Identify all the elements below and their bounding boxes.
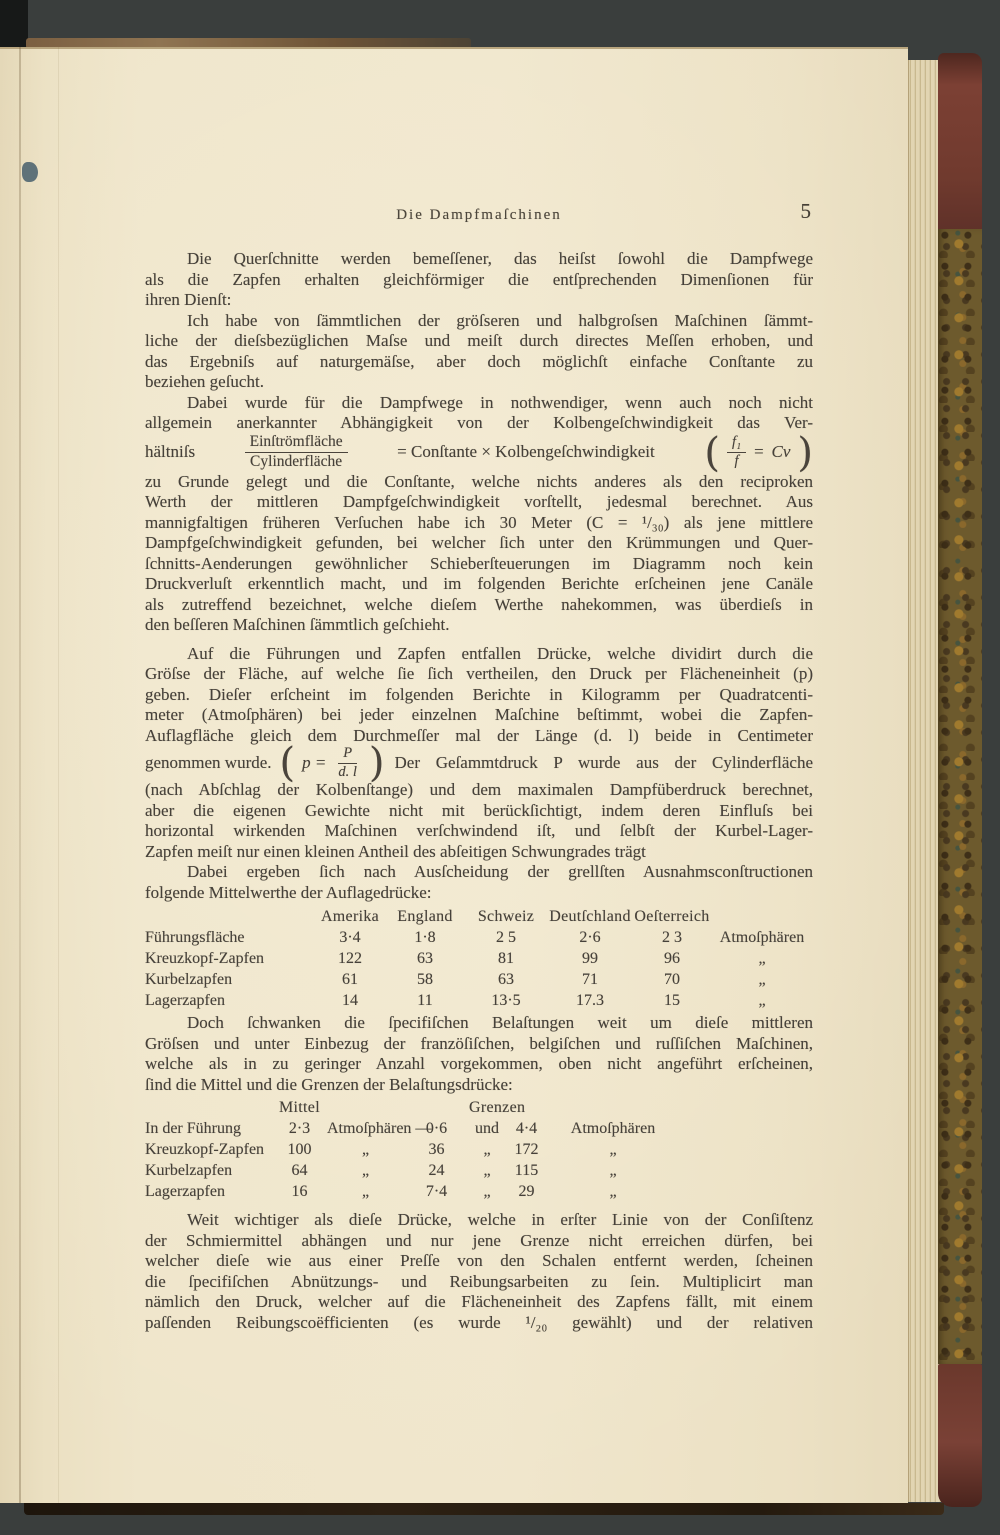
text-line: als zutreffend bezeichnet, welche dieſem Werthe nahekommen, was überdieſs in	[145, 594, 813, 614]
table-row	[145, 1139, 813, 1160]
table-cell: „	[361, 1183, 370, 1200]
table-cell: Führungsfläche	[145, 929, 245, 946]
table-header-cell	[145, 906, 315, 927]
table-cell: Atmoſphären	[719, 929, 805, 946]
table-cell: Kreuzkopf-Zapfen	[145, 1141, 265, 1158]
table-header-cell	[505, 1097, 548, 1118]
table-cell: 11	[417, 992, 433, 1009]
text-line: paſſenden Reibungscoëfficienten (es wurde ¹/₂₀ gewählt) und der relativen	[145, 1312, 813, 1332]
formula-lead-text: genommen wurde.	[145, 752, 272, 772]
book-bottom-edge	[24, 1503, 944, 1515]
formula-specific-pressure	[145, 740, 813, 786]
text-line: Dabei ergeben ſich nach Ausſcheidung der grellſten Ausnahmsconſtructionen	[187, 862, 813, 881]
table-cell: 13·5	[491, 992, 521, 1009]
table-cell: „	[483, 1183, 491, 1200]
table-row	[145, 948, 813, 969]
text-line: Dabei wurde für die Dampfwege in nothwendiger, wenn auch noch nicht	[187, 392, 813, 412]
table-cell: 115	[514, 1162, 539, 1179]
formula-cv: Cv	[771, 442, 791, 462]
table-header-cell: Deutſchland	[549, 908, 631, 925]
table-cell: 2 3	[662, 929, 682, 946]
text-line: meter (Atmoſphären) bei jeder einzelnen Maſchine beſtimmt, wobei die Zapfen-	[145, 705, 813, 724]
table-cell: 70	[664, 971, 680, 988]
paragraph-journal-pressure-start	[145, 644, 813, 747]
text-line: ſchnitts-Aenderungen gewöhnlicher Schieberſteuerungen im Diagramm noch kein	[145, 553, 813, 573]
table-row	[145, 969, 813, 990]
text-line: Werth der mittleren Dampfgeſchwindigkeit vorſtellt, jedesmal berechnet. Aus	[145, 492, 813, 511]
table-cell: 63	[498, 971, 514, 988]
text-line: (nach Abſchlag der Kolbenſtange) und dem maximalen Dampfüberdruck berechnet,	[145, 780, 813, 799]
formula-middle-text: = Conſtante × Kolbengeſchwindigkeit	[397, 442, 655, 462]
gutter-shadow	[19, 47, 21, 1503]
table-cell: 2·6	[579, 929, 601, 946]
table-cell: 14	[342, 992, 358, 1009]
paragraph-wear-and-friction	[145, 1210, 813, 1333]
text-line: Doch ſchwanken die ſpecifiſchen Belaſtungen weit um dieſe mittleren	[187, 1013, 813, 1032]
text-line: Auflagfläche gleich dem Durchmeſſer mal der Länge (d. l) beide in Centimeter	[145, 725, 813, 745]
table-cell: Lagerzapfen	[145, 1183, 225, 1200]
table-average-bearing-pressures	[145, 906, 813, 1011]
table-cell: 81	[498, 950, 514, 967]
paragraph-load-variation	[145, 1013, 813, 1095]
table-cell: 2 5	[496, 929, 516, 946]
text-line: liche der dieſsbezüglichen Maſse und meiſt durch directes Meſſen erhoben, und	[145, 331, 813, 350]
text-line: Weit wichtiger als dieſe Drücke, welche in erſter Linie von der Conſiſtenz	[187, 1210, 813, 1229]
text-line: ſind die Mittel und die Grenzen der Belaſtungsdrücke:	[145, 1074, 513, 1094]
text-line: Die Querſchnitte werden bemeſſener, das heiſst ſowohl die Dampfwege	[187, 249, 813, 268]
table-header-row	[145, 906, 813, 927]
page-header-row	[145, 199, 813, 227]
table-header-cell	[145, 1097, 272, 1118]
fraction-P-over-dl: $\frac{P}{d. l}$	[338, 744, 357, 780]
table-cell: „	[609, 1141, 617, 1158]
table-cell: 15	[664, 992, 680, 1009]
table-cell: 24	[428, 1162, 445, 1179]
table-cell: In der Führung	[145, 1120, 241, 1137]
open-paren: (	[704, 429, 720, 476]
table-cell: „	[758, 950, 766, 967]
table-cell: 96	[664, 950, 680, 967]
table-cell: Lagerzapfen	[145, 992, 225, 1009]
table-cell: 7·4	[425, 1183, 448, 1200]
table-cell: 100	[287, 1141, 312, 1158]
table-cell: „	[609, 1162, 617, 1179]
table-cell: 36	[428, 1141, 445, 1158]
paragraph-steam-paths-start	[145, 393, 813, 434]
text-line: mannigfaltigen früheren Verſuchen habe ich 30 Meter (C = ¹/₃₀) als jene mittlere	[145, 512, 813, 532]
table-cell: 16	[291, 1183, 308, 1200]
text-line: ihren Dienſt:	[145, 290, 232, 309]
table-cell: Kurbelzapfen	[145, 1162, 233, 1179]
table-cell: 0·6	[425, 1120, 448, 1137]
table-cell: 64	[291, 1162, 308, 1179]
table-cell: „	[361, 1141, 370, 1158]
text-line: Dampfgeſchwindigkeit gefunden, bei welcher ſich unter den Krümmungen und Quer-	[145, 533, 813, 552]
table-header-cell	[548, 1097, 678, 1118]
table-header-cell: Amerika	[320, 908, 380, 925]
table-cell: und	[475, 1120, 499, 1137]
table-cell: 2·3	[288, 1120, 311, 1137]
text-line: Gröſse der Fläche, auf welche ſie ſich vertheilen, den Druck per Flächeneinheit (p)	[145, 664, 813, 683]
table-row	[145, 1118, 813, 1139]
table-cell: „	[609, 1183, 617, 1200]
table-row	[145, 927, 813, 948]
text-line: Gröſsen und unter Einbezug der franzöſiſchen, belgiſchen und ruſſiſchen Maſchinen,	[145, 1033, 813, 1053]
table-header-cell	[711, 906, 813, 927]
table-cell: „	[758, 971, 766, 988]
table-row	[145, 1160, 813, 1181]
table-cell: „	[483, 1141, 491, 1158]
cover-corner-leather-top	[938, 53, 982, 231]
table-load-means-and-limits	[145, 1097, 813, 1202]
paragraph-cross-sections	[145, 249, 813, 311]
table-row	[145, 1181, 813, 1202]
formula-paren-group	[279, 740, 385, 786]
table-header-cell	[404, 1097, 469, 1118]
table-cell: „	[361, 1162, 370, 1179]
cover-edge-marbled	[938, 229, 982, 1364]
text-line: den beſſeren Maſchinen ſämmtlich geſchieht.	[145, 615, 450, 634]
text-line: welcher dieſe wie aus einer Preſſe von den Schalen entfernt werden, ſcheinen	[145, 1251, 813, 1270]
book-page	[0, 47, 908, 1503]
table-header-cell: Schweiz	[477, 908, 535, 925]
table-cell: 29	[518, 1183, 535, 1200]
table-cell: 63	[417, 950, 433, 967]
paragraph-steam-paths-end	[145, 472, 813, 636]
table-cell: Kreuzkopf-Zapfen	[145, 950, 265, 967]
table-cell: 172	[514, 1141, 539, 1158]
table-cell: 122	[338, 950, 362, 967]
page-content	[145, 199, 813, 1333]
table-header-cell: Grenzen	[469, 1099, 526, 1116]
formula-paren-group	[704, 429, 813, 476]
table-header-cell	[327, 1097, 404, 1118]
text-line: geben. Dieſer erſcheint im folgenden Berichte in Kilogramm per Quadratcenti-	[145, 684, 813, 704]
cover-corner-leather-bottom	[938, 1364, 982, 1507]
text-line: nämlich den Druck, welcher auf die Flächeneinheit des Zapfens fällt, mit einem	[145, 1292, 813, 1311]
table-cell: Kurbelzapfen	[145, 971, 233, 988]
page-fold-crease	[58, 47, 59, 1503]
text-line: allgemein anerkannter Abhängigkeit von der Kolbengeſchwindigkeit das Ver-	[145, 413, 813, 432]
table-cell: 4·4	[515, 1120, 538, 1137]
table-row	[145, 990, 813, 1011]
text-line: aber die eigenen Gewichte nicht mit berückſichtigt, indem deren Einfluſs bei	[145, 800, 813, 820]
table-header-cell: Mittel	[279, 1099, 320, 1116]
paragraph-journal-pressure-end	[145, 780, 813, 862]
open-paren: (	[279, 740, 296, 786]
text-line: Ich habe von ſämmtlichen der gröſseren und halbgroſsen Maſchinen ſämmt-	[187, 310, 813, 330]
fraction-f1-over-f: $\frac{\text{f₁}}{f}$	[727, 435, 746, 469]
table-header-cell: England	[397, 908, 453, 925]
close-paren: )	[797, 429, 813, 476]
table-cell: Atmoſphären —	[327, 1120, 432, 1137]
running-header: Die Dampfmaſchinen	[396, 207, 562, 223]
paragraph-measurements	[145, 311, 813, 393]
cover-fleck	[22, 162, 38, 182]
text-line: Zapfen meiſt nur einen kleinen Antheil des abſeitigen Schwungrades trägt	[145, 841, 646, 861]
text-line: Auf die Führungen und Zapfen entfallen Drücke, welche dividirt durch die	[187, 643, 813, 663]
table-cell: 99	[582, 950, 598, 967]
text-line: als die Zapfen erhalten gleichförmiger die entſprechenden Dimenſionen für	[145, 269, 813, 289]
equals-sign: =	[753, 442, 765, 462]
text-line: Druckverluſt erkenntlich macht, und im folgenden Berichte erſcheinen jene Canäle	[145, 574, 813, 593]
formula-p-equals: p =	[302, 752, 327, 772]
table-cell: „	[758, 992, 766, 1009]
text-line: das Ergebniſs auf naturgemäſse, aber doch möglichſt einfache Conſtante zu	[145, 351, 813, 371]
table-cell: 61	[342, 971, 358, 988]
text-line: horizontal wirkenden Maſchinen verſchwindend iſt, und ſelbſt der Kurbel-Lager-	[145, 821, 813, 840]
formula-tail-text: Der Geſammtdruck P wurde aus der Cylinderfläche	[394, 752, 813, 772]
formula-inflow-ratio	[145, 429, 813, 476]
text-line: welche als in zu geringer Anzahl vorgekommen, oben nicht angeführt erſcheinen,	[145, 1054, 813, 1073]
table-cell: 71	[582, 971, 598, 988]
text-line: beziehen geſucht.	[145, 372, 264, 391]
background-corner	[0, 0, 28, 50]
table-cell: 1·8	[414, 929, 436, 946]
page-edge-stack	[908, 60, 941, 1502]
table-cell: „	[483, 1162, 491, 1179]
table-cell: 17.3	[576, 992, 604, 1009]
close-paren: )	[368, 740, 385, 786]
paragraph-mean-values-intro	[145, 862, 813, 903]
table-cell: 3·4	[339, 929, 361, 946]
text-line: folgende Mittelwerthe der Auflagedrücke:	[145, 882, 432, 902]
table-header-cell: Oeſterreich	[634, 908, 710, 925]
table-header-row	[145, 1097, 813, 1118]
fraction-inflow-over-cylinder: $\frac{\text{Einſtrömfläche}}{\text{Cylinderfläche}}$	[245, 434, 348, 470]
formula-lead-word: hältniſs	[145, 442, 196, 462]
text-line: die ſpecifiſchen Abnützungs- und Reibungsarbeiten zu ſein. Multiplicirt man	[145, 1271, 813, 1291]
table-cell: Atmoſphären	[570, 1120, 656, 1137]
table-cell: 58	[417, 971, 433, 988]
text-line: der Schmiermittel abhängen und nur jene Grenze nicht erreichen dürfen, bei	[145, 1230, 813, 1250]
page-number: 5	[800, 199, 811, 223]
text-line: zu Grunde gelegt und die Conſtante, welche nichts anderes als den reciproken	[145, 471, 813, 491]
